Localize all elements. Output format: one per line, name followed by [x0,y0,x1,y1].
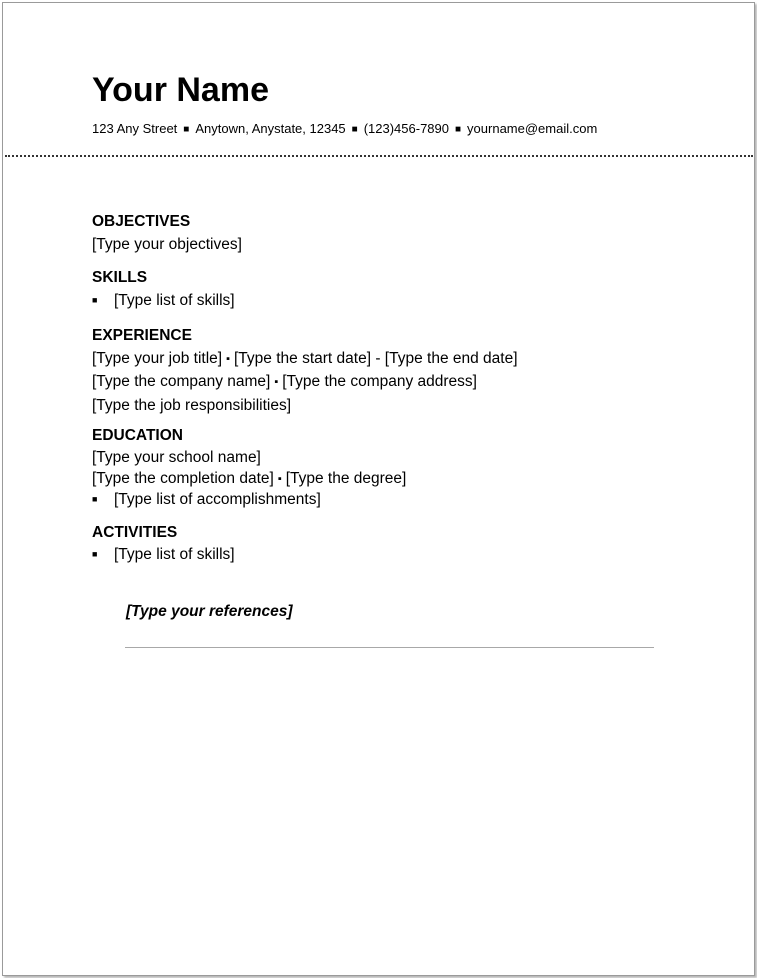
activities-item-text: [Type list of skills] [114,546,235,563]
resume-name: Your Name [92,71,269,109]
start-date: [Type the start date] [234,350,371,367]
list-item [92,489,406,512]
education-heading: EDUCATION [92,427,183,444]
header-divider [5,155,753,157]
activities-heading: ACTIVITIES [92,524,178,541]
phone-number: (123)456-7890 [363,121,449,136]
dot-separator-icon: ▪ [274,376,279,388]
bullet-icon: ■ [92,295,98,305]
completion-date: [Type the completion date] [92,470,274,487]
experience-heading: EXPERIENCE [92,327,192,344]
separator-icon: ■ [351,124,358,135]
email-address: yourname@email.com [467,121,598,136]
contact-line [92,121,597,139]
list-item [92,544,235,567]
separator-icon: ■ [183,124,190,135]
experience-section [92,325,518,416]
references-text: [Type your references] [126,603,293,620]
skills-item-text: [Type list of skills] [114,292,235,309]
education-section [92,425,406,512]
activities-section [92,522,235,567]
date-dash: - [375,350,381,367]
company-address: [Type the company address] [282,373,477,390]
accomplishments-text: [Type list of accomplishments] [114,491,321,508]
company-line [92,371,518,394]
objectives-section [92,211,242,255]
job-title-line [92,348,518,371]
street-address: 123 Any Street [92,121,178,136]
completion-line [92,468,406,491]
company-name: [Type the company name] [92,373,271,390]
skills-heading: SKILLS [92,269,148,286]
job-responsibilities: [Type the job responsibilities] [92,397,292,414]
objectives-heading: OBJECTIVES [92,213,191,230]
end-date: [Type the end date] [384,350,518,367]
objectives-text: [Type your objectives] [92,236,242,253]
degree: [Type the degree] [285,470,407,487]
bullet-icon: ■ [92,549,98,559]
dot-separator-icon: ▪ [277,473,282,485]
separator-icon: ■ [455,124,462,135]
bullet-icon: ■ [92,494,98,504]
references-rule [125,647,654,648]
job-title: [Type your job title] [92,350,223,367]
city-state-zip: Anytown, Anystate, 12345 [195,121,346,136]
skills-section [92,267,235,313]
list-item [92,290,235,313]
school-name: [Type your school name] [92,449,261,466]
dot-separator-icon: ▪ [226,353,230,365]
